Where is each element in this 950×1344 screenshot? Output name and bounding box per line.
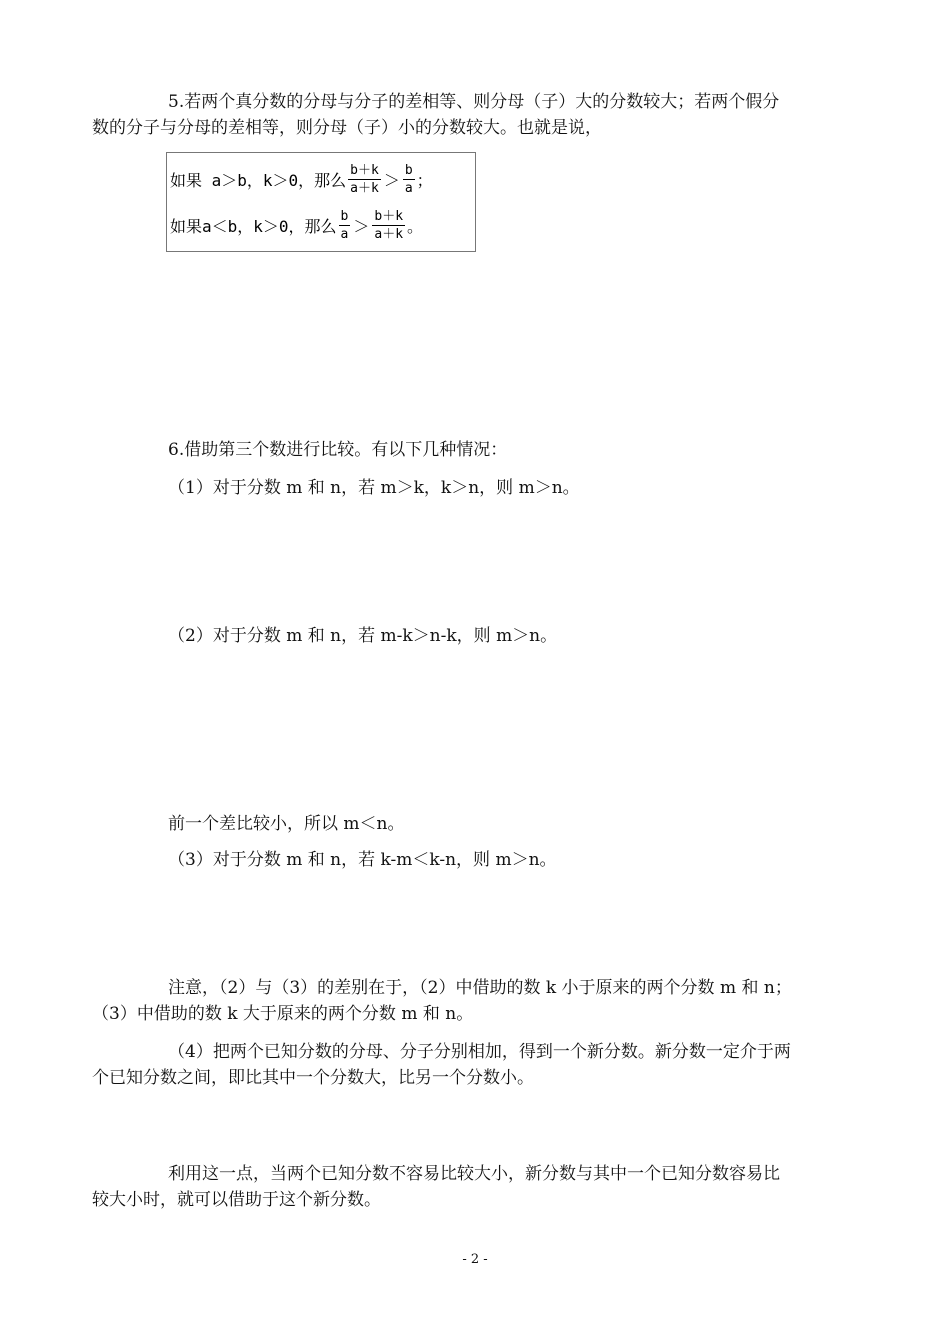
- fraction-denominator: a: [340, 226, 349, 242]
- formula-image: [166, 152, 476, 252]
- greater-than-symbol: ＞: [353, 216, 370, 236]
- fraction-denominator: a＋k: [374, 226, 404, 242]
- paragraph-6-title: 6.借助第三个数进行比较。有以下几种情况：: [168, 440, 508, 460]
- formula-row-2-suffix: 。: [407, 216, 424, 236]
- formula-row-1: [170, 157, 433, 201]
- fraction-denominator: a＋k: [350, 180, 379, 196]
- case-4-line-1: （4）把两个已知分数的分母、分子分别相加，得到一个新分数。新分数一定介于两: [168, 1042, 791, 1062]
- paragraph-5-line-2: 数的分子与分母的差相等，则分母（子）小的分数较大。也就是说，: [92, 118, 602, 138]
- fraction-numerator: b＋k: [350, 162, 379, 178]
- formula-row-2: [170, 203, 423, 247]
- fraction-b-plus-k-over-a-plus-k: [348, 163, 381, 196]
- case-2-text: （2）对于分数 m 和 n，若 m-k＞n-k，则 m＞n。: [168, 626, 558, 646]
- page-number: - 2 -: [462, 1252, 488, 1267]
- usage-line-1: 利用这一点，当两个已知分数不容易比较大小，新分数与其中一个已知分数容易比: [168, 1164, 780, 1184]
- case-1-text: （1）对于分数 m 和 n，若 m＞k，k＞n，则 m＞n。: [168, 478, 580, 498]
- conclusion-text: 前一个差比较小，所以 m＜n。: [168, 814, 405, 834]
- fraction-b-plus-k-over-a-plus-k: [372, 209, 405, 242]
- fraction-b-over-a: [403, 163, 415, 196]
- fraction-numerator: b: [340, 208, 349, 224]
- paragraph-5-line-1: 5.若两个真分数的分母与分子的差相等、则分母（子）大的分数较大；若两个假分: [168, 92, 780, 112]
- note-line-1: 注意，（2）与（3）的差别在于，（2）中借助的数 k 小于原来的两个分数 m 和 n；: [168, 978, 792, 998]
- case-3-text: （3）对于分数 m 和 n，若 k-m＜k-n，则 m＞n。: [168, 850, 557, 870]
- fraction-b-over-a: [339, 209, 351, 242]
- formula-row-1-suffix: ；: [416, 170, 433, 190]
- fraction-denominator: a: [404, 180, 413, 196]
- formula-row-2-prefix: 如果a＜b，k＞0，那么: [170, 216, 337, 236]
- fraction-numerator: b: [404, 162, 413, 178]
- case-4-line-2: 个已知分数之间，即比其中一个分数大，比另一个分数小。: [92, 1068, 534, 1088]
- formula-row-1-prefix: 如果 a＞b，k＞0，那么: [170, 170, 347, 190]
- usage-line-2: 较大小时，就可以借助于这个新分数。: [92, 1190, 381, 1210]
- note-line-2: （3）中借助的数 k 大于原来的两个分数 m 和 n。: [92, 1004, 474, 1024]
- fraction-numerator: b＋k: [374, 208, 404, 224]
- greater-than-symbol: ＞: [383, 170, 400, 190]
